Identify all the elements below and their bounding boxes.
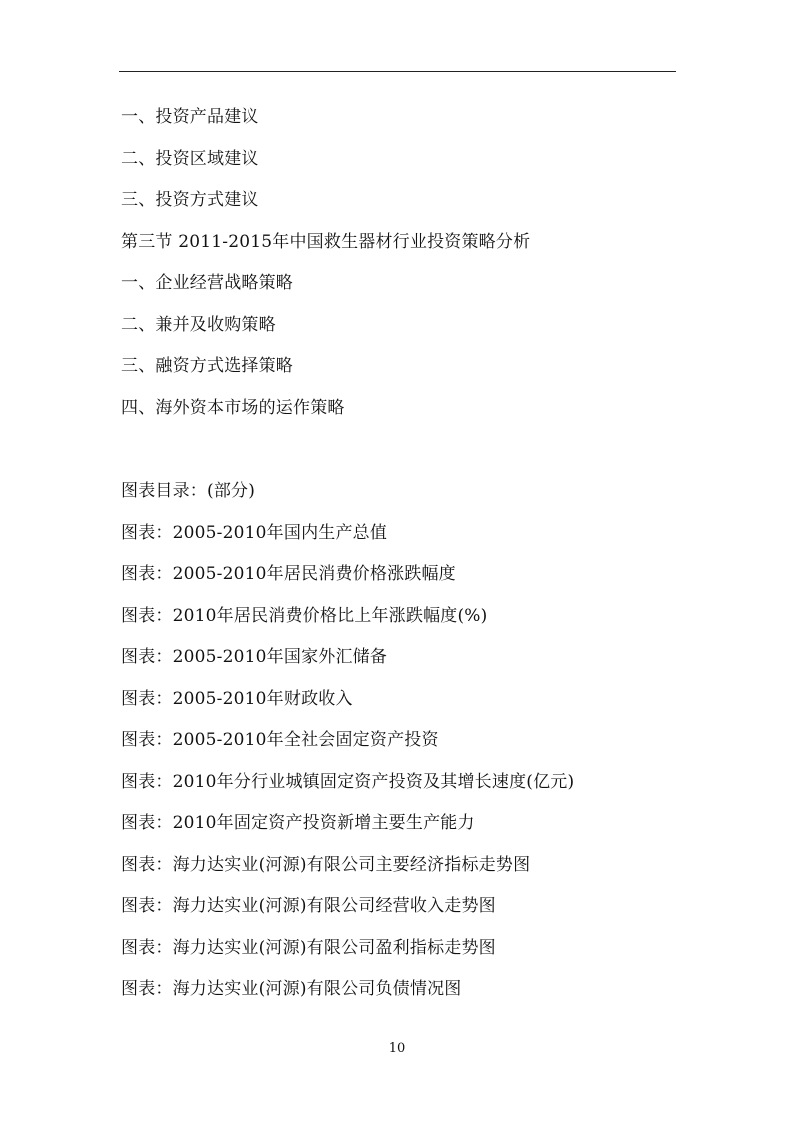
header-rule	[119, 71, 676, 72]
figure-item: 图表：2005-2010年财政收入	[121, 689, 353, 709]
figure-item: 图表：海力达实业(河源)有限公司经营收入走势图	[121, 896, 496, 916]
figure-item: 图表：2005-2010年全社会固定资产投资	[121, 730, 439, 750]
toc-line: 二、兼并及收购策略	[121, 315, 276, 335]
toc-line: 三、投资方式建议	[121, 190, 259, 210]
toc-line: 一、投资产品建议	[121, 107, 259, 127]
toc-line: 二、投资区域建议	[121, 149, 259, 169]
figure-item: 图表：海力达实业(河源)有限公司负债情况图	[121, 979, 462, 999]
section-heading: 第三节 2011-2015年中国救生器材行业投资策略分析	[121, 232, 531, 252]
figure-item: 图表：海力达实业(河源)有限公司盈利指标走势图	[121, 938, 496, 958]
toc-line: 三、融资方式选择策略	[121, 356, 293, 376]
figure-item: 图表：2005-2010年国内生产总值	[121, 523, 388, 543]
figure-item: 图表：2010年居民消费价格比上年涨跌幅度(%)	[121, 606, 488, 626]
figure-item: 图表：2005-2010年居民消费价格涨跌幅度	[121, 564, 456, 584]
figure-item: 图表：2010年分行业城镇固定资产投资及其增长速度(亿元)	[121, 772, 575, 792]
toc-line: 一、企业经营战略策略	[121, 273, 293, 293]
page-number: 10	[388, 1041, 406, 1056]
toc-line: 四、海外资本市场的运作策略	[121, 398, 345, 418]
figure-item: 图表：2005-2010年国家外汇储备	[121, 647, 388, 667]
figure-item: 图表：海力达实业(河源)有限公司主要经济指标走势图	[121, 855, 531, 875]
figure-item: 图表：2010年固定资产投资新增主要生产能力	[121, 813, 475, 833]
figures-heading: 图表目录：(部分)	[121, 481, 256, 501]
